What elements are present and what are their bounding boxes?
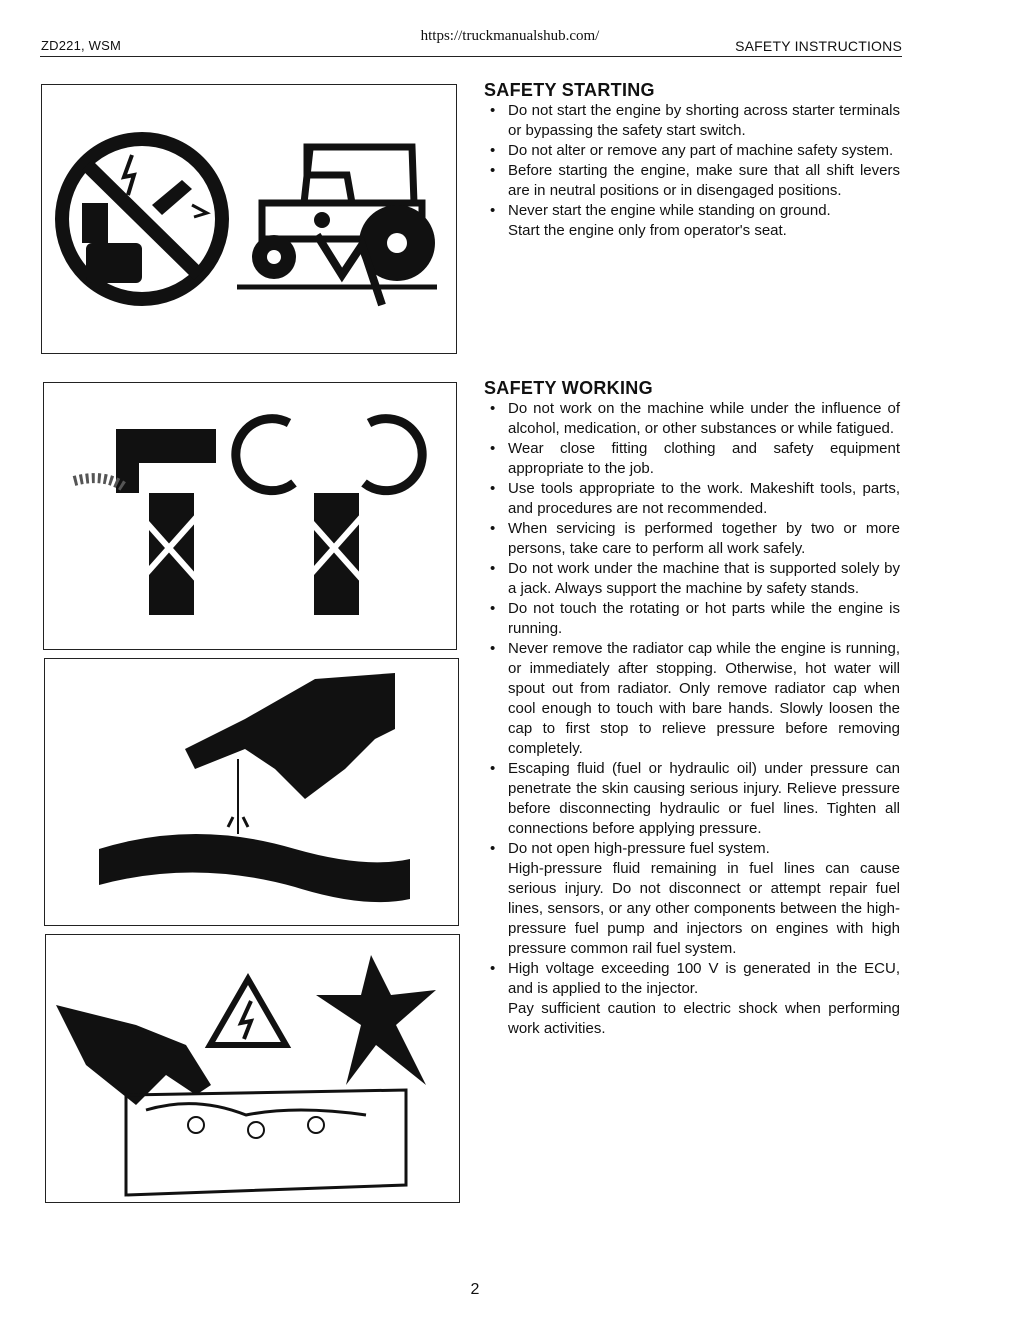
list-item: • Use tools appropriate to the work. Makeshift tools, parts, and procedures are not recommended. (484, 479, 900, 519)
list-item: • Do not touch the rotating or hot parts while the engine is running. (484, 599, 900, 639)
no-hand-icon (129, 493, 209, 615)
no-shorting-icon (62, 139, 222, 299)
list-item: • Do not work on the machine while under the influence of alcohol, medication, or other substances or while fatigued. (484, 399, 900, 439)
hand-icon (56, 1005, 211, 1105)
list-item: • Do not work under the machine that is supported solely by a jack. Always support the machine by safety stands. (484, 559, 900, 599)
hand-icon (185, 673, 395, 799)
tractor-runover-icon (237, 147, 437, 305)
source-url[interactable]: https://truckmanualshub.com/ (420, 28, 600, 44)
hose-icon (99, 834, 410, 902)
starting-illustration (41, 84, 457, 354)
safety-starting-title: SAFETY STARTING (484, 80, 655, 100)
section-title: SAFETY INSTRUCTIONS (735, 38, 902, 54)
list-item: • High voltage exceeding 100 V is generated in the ECU, and is applied to the injector. Pay sufficient caution to electric shock when performing work activities. (484, 959, 900, 1039)
shocked-person-icon (316, 955, 436, 1085)
pressurized-fluid-illustration (44, 658, 459, 926)
list-item: • Do not open high-pressure fuel system. High-pressure fluid remaining in fuel lines can cause serious injury. Do not disconnect or attempt repair fuel lines, sensors, or any other components between the high-pressure fuel pump and injectors on engines with high pressure common rail fuel system. (484, 839, 900, 959)
list-item: • Do not alter or remove any part of machine safety system. (484, 141, 900, 161)
list-item: • Escaping fluid (fuel or hydraulic oil) under pressure can penetrate the skin causing serious injury. Relieve pressure before disconnecting hydraulic or fuel lines. Tighten all connections before applying pressure. (484, 759, 900, 839)
list-item: • Never remove the radiator cap while the engine is running, or immediately after stopping. Otherwise, hot water will spout out from radiator. Only remove radiator cap when cool enough to touch with bare hands. Slowly loosen the cap to first stop to relieve pressure before removing completely. (484, 639, 900, 759)
list-item: • Before starting the engine, make sure that all shift levers are in neutral positions or in disengaged positions. (484, 161, 900, 201)
rotation-arrows-icon (236, 419, 422, 491)
list-item: • When servicing is performed together by two or more persons, take care to perform all work safely. (484, 519, 900, 559)
no-hand-icon (294, 493, 374, 615)
safety-starting-section (484, 80, 900, 241)
rotating-parts-illustration (43, 382, 457, 650)
page-number: 2 (470, 1281, 480, 1298)
fluid-spray-icon (228, 759, 248, 834)
header-rule (40, 56, 902, 57)
high-voltage-warning-icon (210, 979, 286, 1045)
safety-working-title: SAFETY WORKING (484, 378, 653, 398)
safety-working-section (484, 378, 900, 1039)
list-item: • Never start the engine while standing on ground. Start the engine only from operator's seat. (484, 201, 900, 241)
electric-shock-illustration (45, 934, 460, 1203)
engine-ecu-icon (126, 1090, 406, 1195)
list-item: • Wear close fitting clothing and safety equipment appropriate to the job. (484, 439, 900, 479)
hot-part-icon (74, 429, 216, 493)
model-label: ZD221, WSM (41, 38, 122, 53)
list-item: • Do not start the engine by shorting across starter terminals or bypassing the safety start switch. (484, 101, 900, 141)
